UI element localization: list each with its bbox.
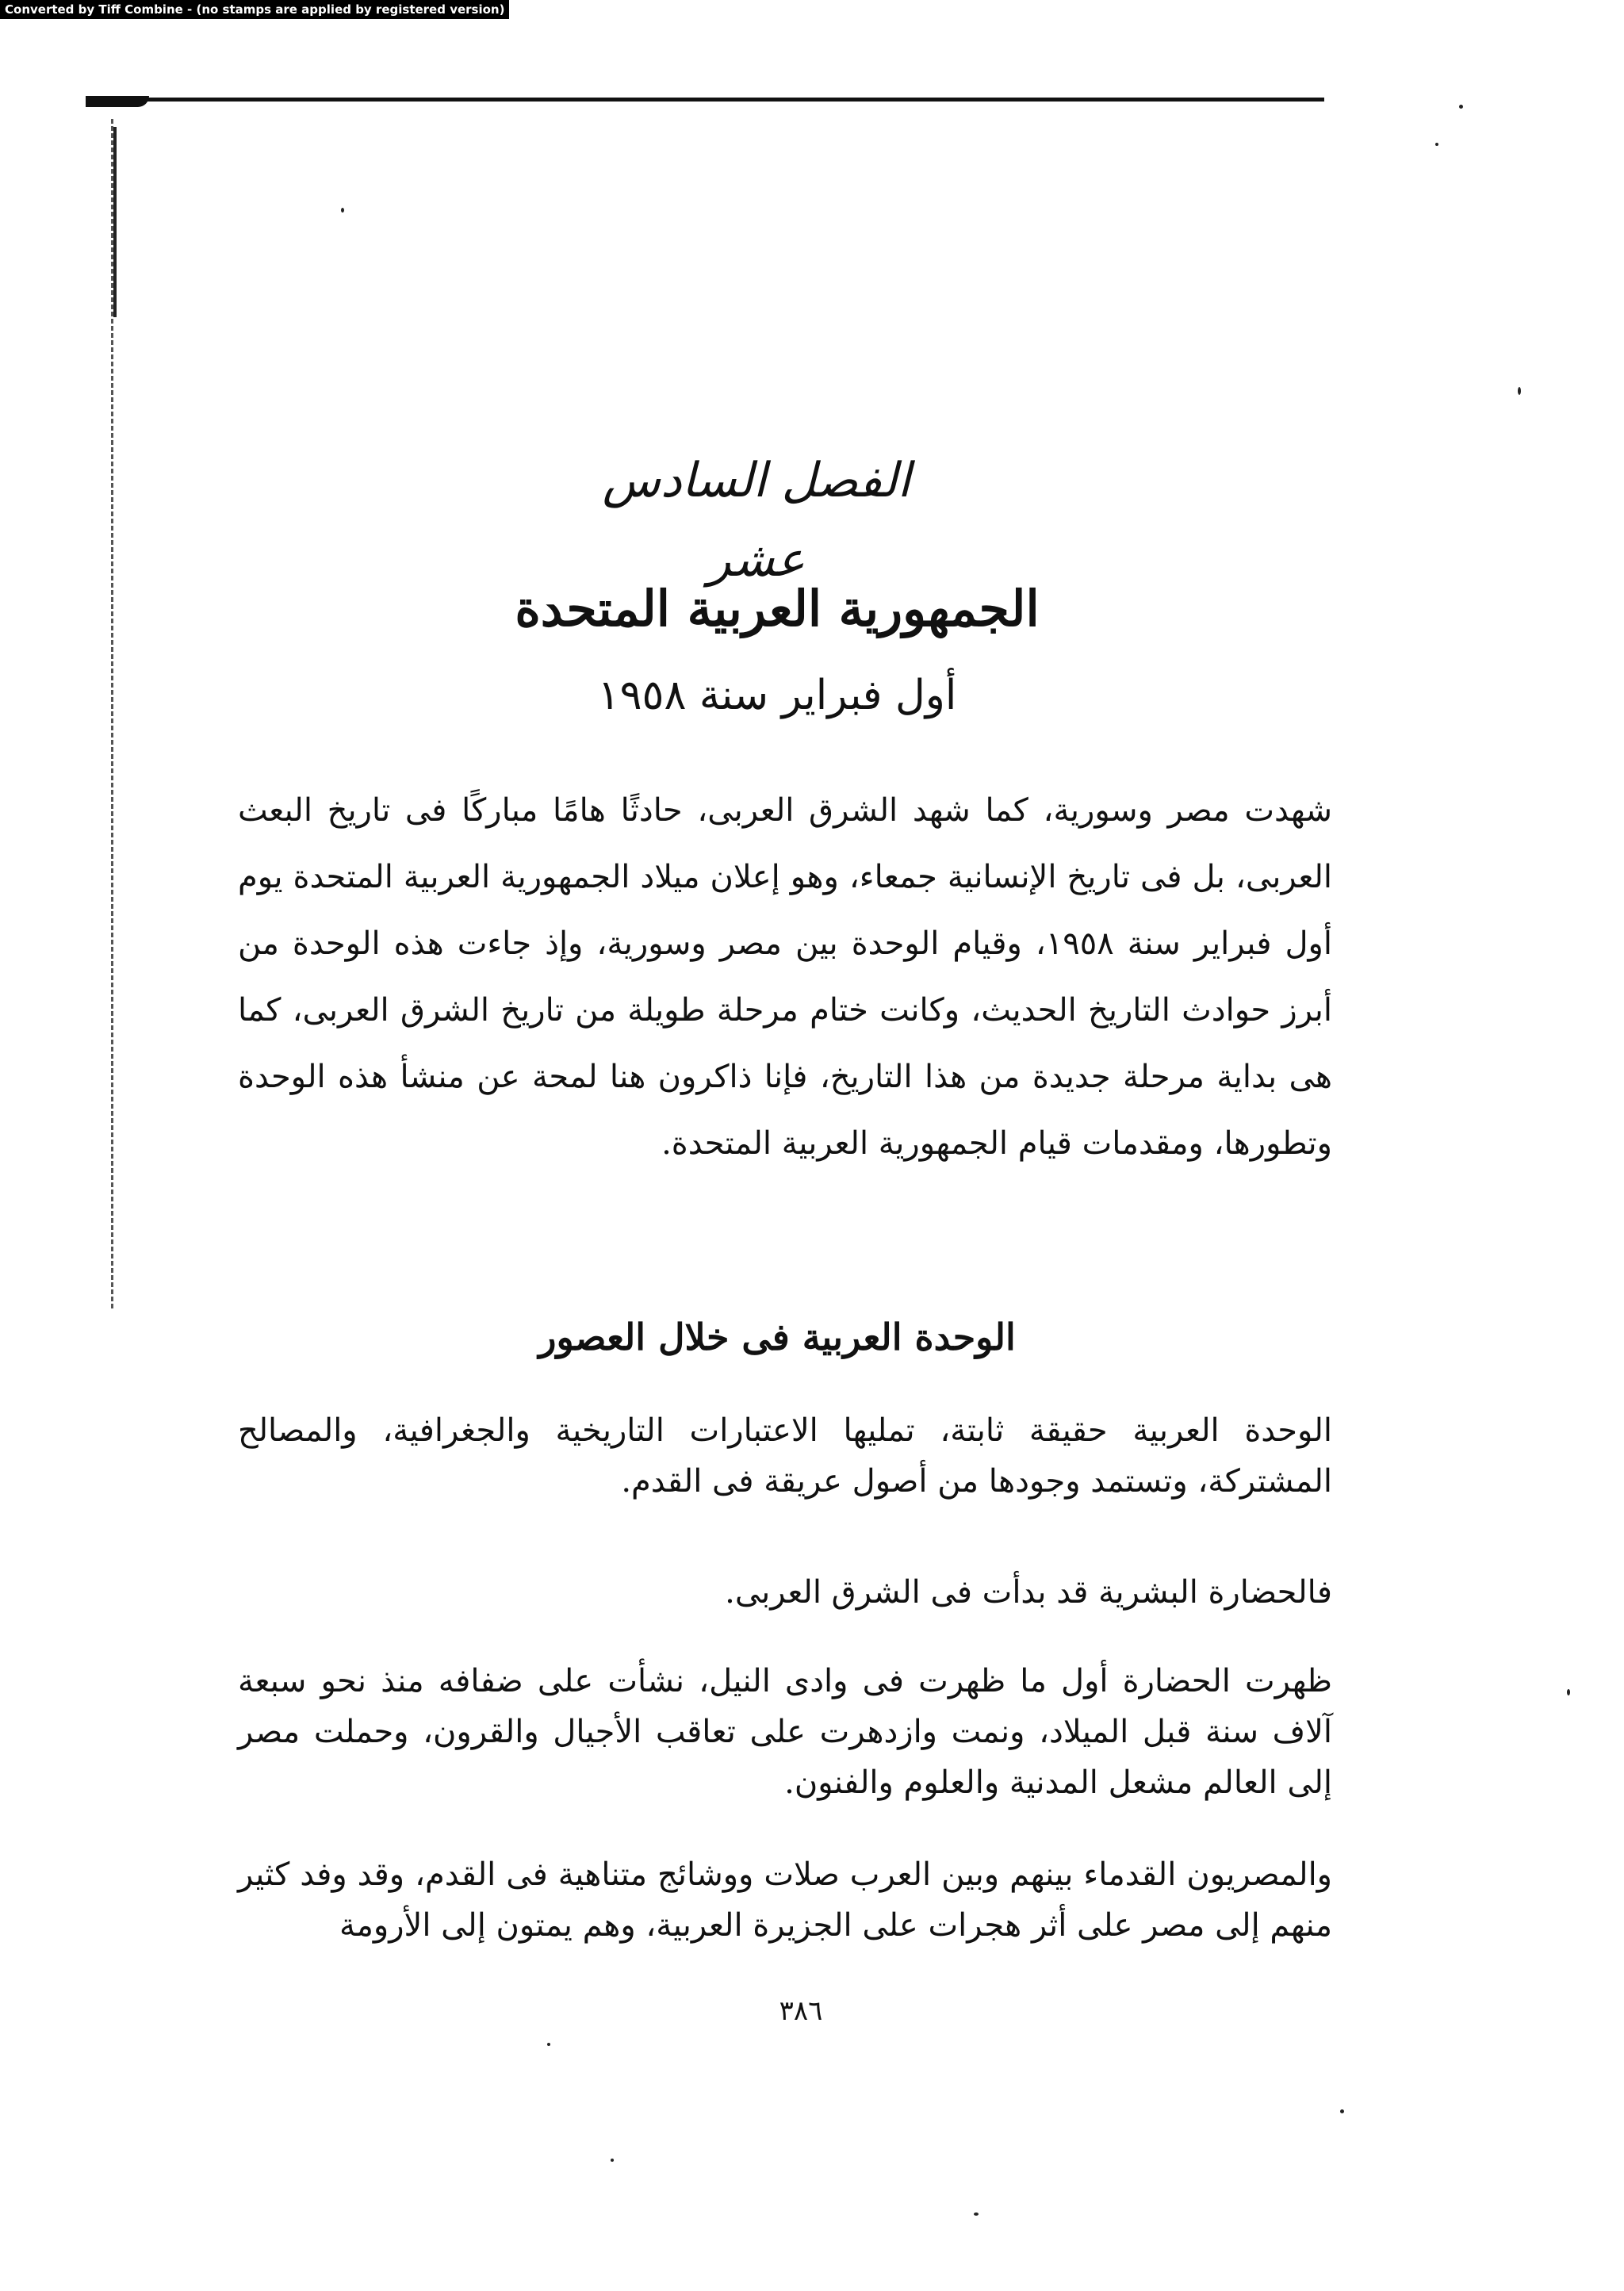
top-rule-end bbox=[86, 96, 149, 107]
chapter-title: الجمهورية العربية المتحدة bbox=[515, 580, 1040, 638]
scan-speck bbox=[1518, 387, 1521, 395]
scan-speck bbox=[547, 2043, 550, 2046]
chapter-date: أول فبراير سنة ١٩٥٨ bbox=[597, 672, 957, 719]
scan-speck bbox=[1340, 2109, 1344, 2113]
margin-line-top bbox=[113, 127, 117, 317]
section-paragraph: ظهرت الحضارة أول ما ظهرت فى وادى النيل، نشأت على ضفافه منذ نحو سبعة آلاف سنة قبل الميلاد، ونمت وازدهرت على تعاقب الأجيال والقرون، وحملت مصر إلى العالم مشعل المدنية والعلوم والفنون. bbox=[238, 1663, 1332, 1801]
section-paragraph: فالحضارة البشرية قد بدأت فى الشرق العربى. bbox=[725, 1574, 1332, 1611]
scan-speck bbox=[1435, 143, 1438, 146]
page-number: ٣٨٦ bbox=[779, 1995, 823, 2027]
top-rule bbox=[86, 98, 1324, 102]
section-heading: الوحدة العربية فى خلال العصور bbox=[538, 1316, 1016, 1358]
section-paragraph: الوحدة العربية حقيقة ثابتة، تمليها الاعتبارات التاريخية والجغرافية، والمصالح المشتركة، وتستمد وجودها من أصول عريقة فى القدم. bbox=[238, 1412, 1332, 1500]
scan-speck bbox=[974, 2212, 979, 2216]
section-paragraph: والمصريون القدماء بينهم وبين العرب صلات ووشائج متناهية فى القدم، وقد وفد كثير منهم إلى مصر على أثر هجرات على الجزيرة العربية، وهم يمتون إلى الأرومة bbox=[238, 1856, 1332, 1944]
scan-speck bbox=[1567, 1689, 1570, 1695]
scan-speck bbox=[341, 208, 344, 213]
scan-speck bbox=[611, 2159, 614, 2162]
chapter-heading: الفصل السادس عشر bbox=[602, 453, 911, 588]
intro-paragraph: شهدت مصر وسورية، كما شهد الشرق العربى، حادثًا هامًا مباركًا فى تاريخ البعث العربى، بل فى تاريخ الإنسانية جمعاء، وهو إعلان ميلاد الجمهورية العربية المتحدة يوم أول فبراير سنة ١٩٥٨، وقيام الوحدة بين مصر وسورية، وإذ جاءت هذه الوحدة من أبرز حوادث التاريخ الحديث، وكانت ختام مرحلة طويلة من تاريخ الشرق العربى، كما هى بداية مرحلة جديدة من هذا التاريخ، فإنا ذاكرون هنا لمحة عن منشأ هذه الوحدة وتطورها، ومقدمات قيام الجمهورية العربية المتحدة. bbox=[238, 792, 1332, 1162]
scan-speck bbox=[1459, 105, 1463, 109]
conversion-banner: Converted by Tiff Combine - (no stamps are applied by registered version) bbox=[0, 0, 509, 19]
